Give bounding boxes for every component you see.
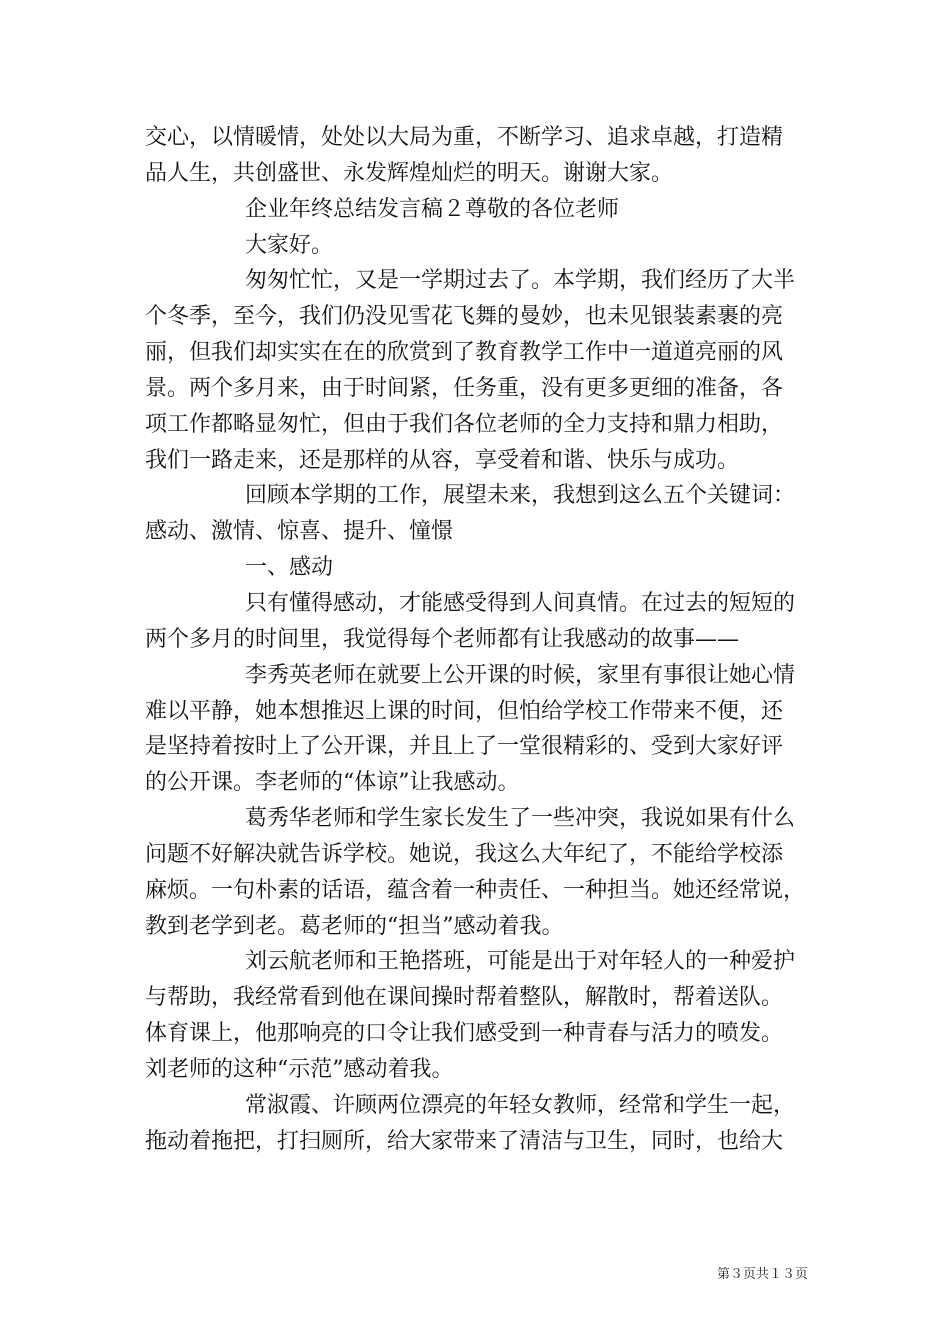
text-line: 丽，但我们却实实在在的欣赏到了教育教学工作中一道道亮丽的风 [145,340,784,366]
text-line: 两个多月的时间里，我觉得每个老师都有让我感动的故事—— [145,626,740,652]
body-text [145,120,820,1159]
text-line: 麻烦。一句朴素的话语，蕴含着一种责任、一种担当。她还经常说， [145,877,806,903]
text-line: 我们一路走来，还是那样的从容，享受着和谐、快乐与成功。 [145,447,740,473]
text-line: 教到老学到老。葛老师的“担当”感动着我。 [145,913,564,939]
text-line: 李秀英老师在就要上公开课的时候，家里有事很让她心情 [245,662,796,688]
page-number: 第３页共１３页 [716,1267,808,1282]
text-line: 只有懂得感动，才能感受得到人间真情。在过去的短短的 [245,590,796,616]
text-line: 回顾本学期的工作，展望未来，我想到这么五个关键词： [245,483,796,509]
text-line: 个冬季，至今，我们仍没见雪花飞舞的曼妙，也未见银装素裹的亮 [145,304,784,330]
text-line: 品人生，共创盛世、永发辉煌灿烂的明天。谢谢大家。 [145,160,674,186]
text-line: 葛秀华老师和学生家长发生了一些冲突，我说如果有什么 [245,806,796,832]
keywords-line: 感动、激情、惊喜、提升、憧憬 [145,519,454,545]
greeting-line: 大家好。 [245,232,334,258]
text-line: 景。两个多月来，由于时间紧，任务重，没有更多更细的准备，各 [145,375,784,401]
text-line: 匆匆忙忙，又是一学期过去了。本学期，我们经历了大半 [245,268,796,294]
subsection-heading: 一、感动 [245,555,334,581]
text-line: 是坚持着按时上了公开课，并且上了一堂很精彩的、受到大家好评 [145,734,784,760]
text-line: 的公开课。李老师的“体谅”让我感动。 [145,770,520,796]
text-line: 难以平静，她本想推迟上课的时间，但怕给学校工作带来不便，还 [145,698,784,724]
text-line: 刘云航老师和王艳搭班，可能是出于对年轻人的一种爱护 [245,949,796,975]
text-line: 问题不好解决就告诉学校。她说，我这么大年纪了，不能给学校添 [145,841,784,867]
text-line: 拖动着拖把，打扫厕所，给大家带来了清洁与卫生，同时，也给大 [145,1128,784,1154]
text-line: 刘老师的这种“示范”感动着我。 [145,1056,454,1082]
text-line: 体育课上，他那响亮的口令让我们感受到一种青春与活力的喷发。 [145,1021,784,1047]
text-line: 交心，以情暖情，处处以大局为重，不断学习、追求卓越，打造精 [145,125,784,150]
text-line: 项工作都略显匆忙，但由于我们各位老师的全力支持和鼎力相助， [145,411,784,437]
text-line: 与帮助，我经常看到他在课间操时帮着整队，解散时，帮着送队。 [145,985,784,1011]
section-heading: 企业年终总结发言稿２尊敬的各位老师 [245,196,620,222]
text-line: 常淑霞、许顾两位漂亮的年轻女教师，经常和学生一起， [245,1092,796,1118]
